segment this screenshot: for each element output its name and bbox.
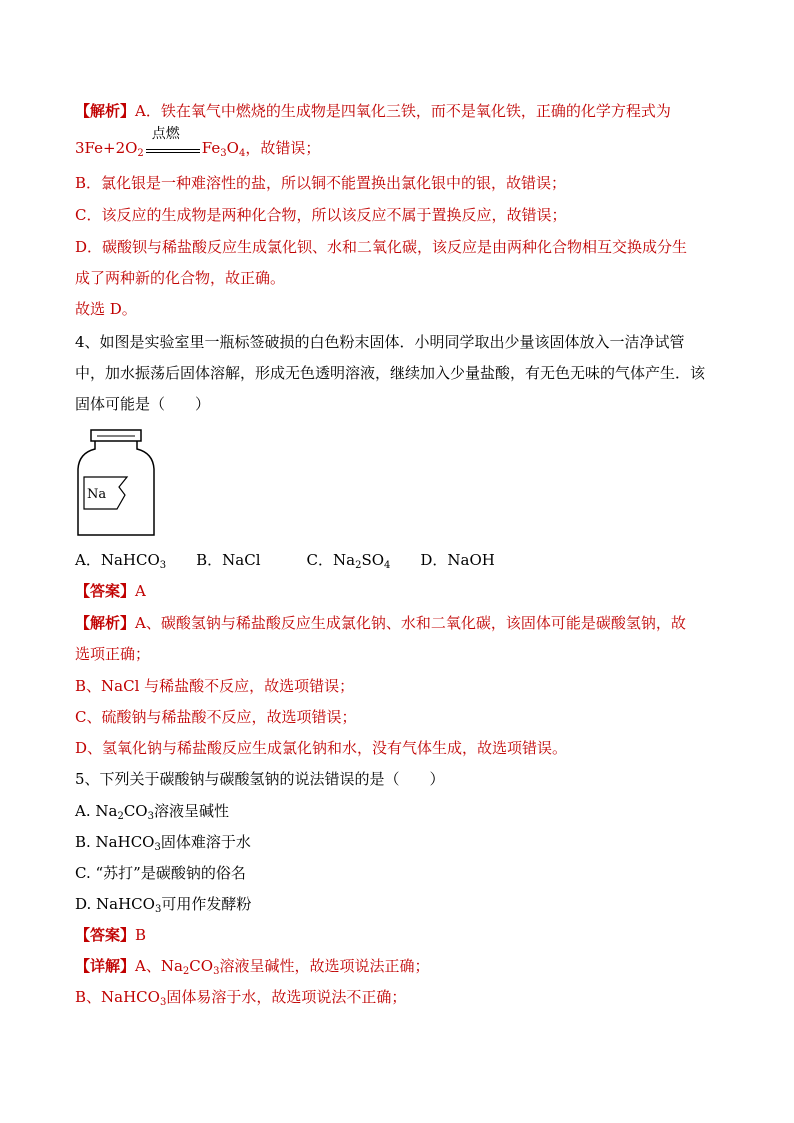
reaction-bar [146,149,200,153]
q4-answer [75,581,146,601]
q4-analysis-a1-text: A、碳酸氢钠与稀盐酸反应生成氯化钠、水和二氧化碳，该固体可能是碳酸氢钠，故 [135,614,686,632]
q5-option-d-s: 3 [154,904,162,915]
q4-option-a [75,550,166,576]
q4-options [75,550,495,576]
q4-option-c-text: C．Na [306,551,356,569]
q5-option-b [75,832,251,858]
q5-option-a [75,801,229,827]
reagent-bottle-figure [75,427,157,539]
q5-detail-a-s2: 3 [213,966,220,977]
q5-option-a-pre: A. Na [75,802,118,820]
q5-answer-value: B [135,926,147,944]
q5-answer [75,925,146,945]
q5-detail-b-post: 固体易溶于水，故选项说法不正确； [166,988,407,1006]
q3-analysis-c: C．该反应的生成物是两种化合物，所以该反应不属于置换反应，故错误； [75,206,567,224]
q5-detail-a-post: 溶液呈碱性，故选项说法正确； [219,957,430,975]
q4-option-d: D．NaOH [420,551,495,569]
reaction-arrow [144,126,202,158]
q5-detail-b [75,987,406,1013]
q5-detail-a-pre: A、Na [135,957,183,975]
q5-option-d [75,894,251,920]
q5-option-c: C. “苏打”是碳酸钠的俗名 [75,864,246,882]
q3-analysis-d2: 成了两种新的化合物，故正确。 [75,269,286,287]
q5-stem: 5、下列关于碳酸钠与碳酸氢钠的说法错误的是（ ） [75,770,445,788]
eq-tail: ，故错误； [245,139,321,157]
eq-right-sub1: 3 [220,148,227,159]
q4-option-b: B．NaCl [196,551,261,569]
q5-detail-a-s1: 2 [182,966,190,977]
answer-tag: 【答案】 [75,926,136,944]
q4-answer-value: A [135,582,146,600]
q4-option-a-text: A．NaHCO [75,551,160,569]
q3-analysis-a-text: A．铁在氧气中燃烧的生成物是四氧化三铁，而不是氧化铁，正确的化学方程式为 [135,102,671,120]
q4-analysis-a2: 选项正确； [75,645,151,663]
q5-option-a-s1: 2 [117,811,124,822]
detail-tag: 【详解】 [75,957,136,975]
q4-option-c-sub1: 2 [355,560,362,571]
bottle-label-text: Na [87,487,107,502]
q3-conclusion: 故选 D。 [75,300,137,318]
eq-right: Fe [201,139,221,157]
q3-analysis-a [75,101,671,121]
q5-detail-a [75,956,429,982]
q4-option-a-sub: 3 [159,560,167,571]
q5-option-a-s2: 3 [147,811,154,822]
q3-equation [75,126,321,164]
q4-analysis-d: D、氢氧化钠与稀盐酸反应生成氯化钠和水，没有气体生成，故选项错误。 [75,739,568,757]
q5-detail-a-mid: CO [189,957,214,975]
analysis-tag: 【解析】 [75,614,136,632]
q4-option-c-sub2: 4 [384,560,391,571]
q5-option-b-s: 3 [154,842,161,853]
q4-option-c [307,550,391,576]
eq-left-sub: 2 [137,148,144,159]
q5-option-d-post: 可用作发酵粉 [161,895,252,913]
q4-stem-2: 中，加水振荡后固体溶解，形成无色透明溶液，继续加入少量盐酸，有无色无味的气体产生．该 [75,364,706,382]
eq-right-sub2: 4 [238,148,246,159]
q5-detail-b-pre: B、NaHCO [75,988,160,1006]
q5-option-d-pre: D. NaHCO [75,895,155,913]
q3-analysis-b: B．氯化银是一种难溶性的盐，所以铜不能置换出氯化银中的银，故错误； [75,174,567,192]
q5-option-b-post: 固体难溶于水 [160,833,251,851]
q5-option-a-mid: CO [123,802,148,820]
eq-left: 3Fe+2O [75,139,138,157]
q3-analysis-d1: D．碳酸钡与稀盐酸反应生成氯化钡、水和二氧化碳，该反应是由两种化合物相互交换成分生 [75,238,688,256]
q5-option-a-post: 溶液呈碱性 [153,802,229,820]
q5-option-b-pre: B. NaHCO [75,833,155,851]
q4-analysis-a1 [75,613,686,633]
q4-stem-1: 4、如图是实验室里一瓶标签破损的白色粉末固体．小明同学取出少量该固体放入一洁净试管 [75,333,685,351]
q4-option-c-so: SO [361,551,385,569]
reaction-condition: 点燃 [151,126,180,142]
analysis-tag: 【解析】 [75,102,136,120]
q4-stem-3: 固体可能是（ ） [75,395,211,413]
q5-detail-b-s: 3 [159,997,167,1008]
q4-analysis-c: C、硫酸钠与稀盐酸不反应，故选项错误； [75,708,357,726]
answer-tag: 【答案】 [75,582,136,600]
q4-analysis-b: B、NaCl 与稀盐酸不反应，故选项错误； [75,677,355,695]
eq-right-o: O [226,139,239,157]
